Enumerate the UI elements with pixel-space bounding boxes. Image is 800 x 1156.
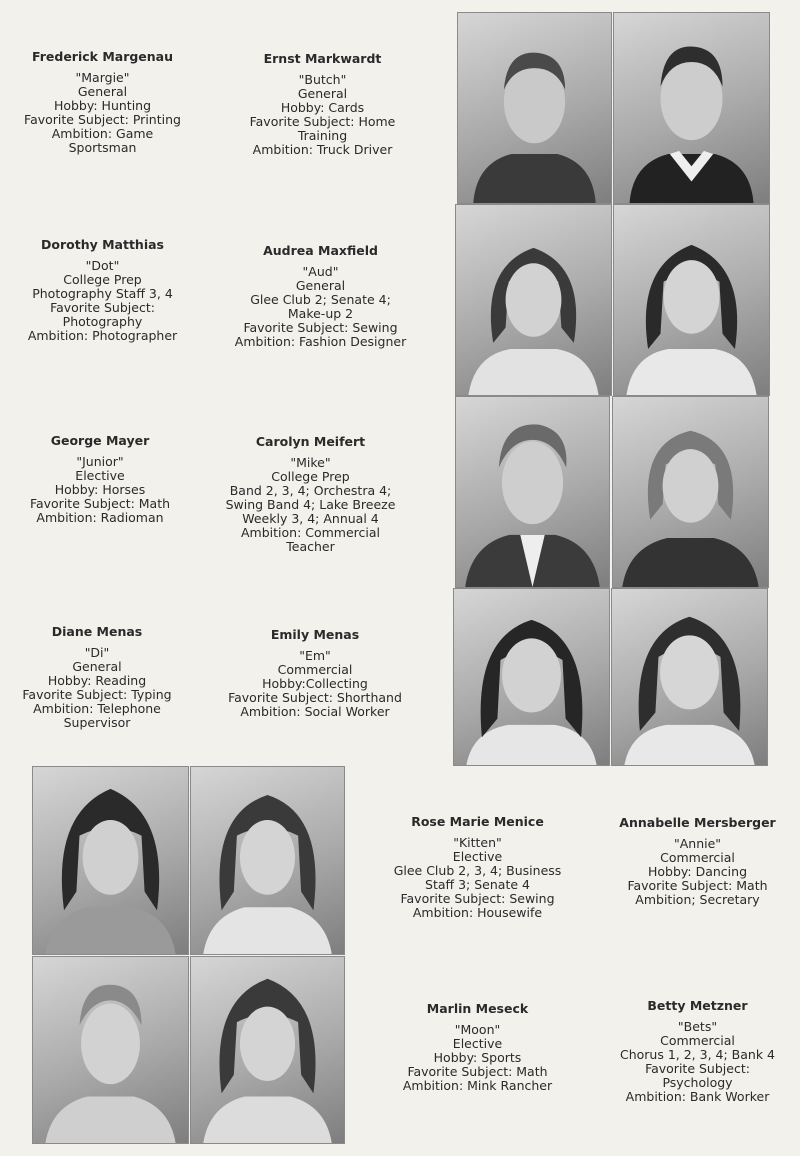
activities: Glee Club 2; Senate 4; xyxy=(250,292,391,307)
nickname: "Margie" xyxy=(75,70,130,85)
favorite-subject: Favorite Subject: Math xyxy=(29,496,171,511)
favorite-subject: Favorite Subject: Shorthand xyxy=(228,690,402,705)
student-name: Audrea Maxfield xyxy=(263,243,378,258)
hobby: Hobby:Collecting xyxy=(262,676,368,691)
activities: Band 2, 3, 4; Orchestra 4; xyxy=(229,483,392,498)
student-name: George Mayer xyxy=(50,433,150,448)
course: General xyxy=(297,86,348,101)
hobby: Hobby: Horses xyxy=(54,482,146,497)
activities: Chorus 1, 2, 3, 4; Bank 4 xyxy=(619,1047,775,1062)
course: General xyxy=(295,278,346,293)
student-entry xyxy=(385,1002,570,1093)
course: College Prep xyxy=(271,469,350,484)
activities-cont: Swing Band 4; Lake Breeze xyxy=(225,497,396,512)
ambition: Ambition: Mink Rancher xyxy=(402,1078,553,1093)
student-entry xyxy=(15,434,185,525)
student-name: Emily Menas xyxy=(270,627,360,642)
portrait-photo xyxy=(613,12,770,204)
nickname: "Junior" xyxy=(76,454,124,469)
course: General xyxy=(77,84,128,99)
course: Commercial xyxy=(660,1033,735,1048)
portrait-photo xyxy=(457,12,612,204)
portrait-photo xyxy=(190,766,345,955)
student-name: Marlin Meseck xyxy=(426,1001,529,1016)
favorite-subject: Favorite Subject: Sewing xyxy=(243,320,398,335)
favorite-subject: Favorite Subject: xyxy=(50,300,155,315)
student-entry xyxy=(385,815,570,920)
student-name: Diane Menas xyxy=(51,624,143,639)
ambition: Ambition; Secretary xyxy=(635,892,760,907)
favorite-subject: Favorite Subject: Typing xyxy=(22,687,172,702)
favorite-subject-cont: Training xyxy=(297,128,348,143)
nickname: "Di" xyxy=(84,645,110,660)
ambition: Ambition: Commercial xyxy=(240,525,381,540)
favorite-subject: Favorite Subject: Sewing xyxy=(400,891,555,906)
nickname: "Bets" xyxy=(677,1019,718,1034)
ambition-cont: Teacher xyxy=(286,539,335,554)
student-entry xyxy=(605,816,790,907)
portrait-photo xyxy=(611,588,768,766)
activities: Photography Staff 3, 4 xyxy=(32,286,173,301)
hobby: Hobby: Cards xyxy=(280,100,365,115)
ambition: Ambition: Bank Worker xyxy=(625,1089,770,1104)
nickname: "Dot" xyxy=(85,258,120,273)
favorite-subject: Favorite Subject: Home xyxy=(249,114,396,129)
course: Elective xyxy=(452,1036,503,1051)
ambition: Ambition: Housewife xyxy=(412,905,543,920)
student-entry xyxy=(15,50,190,155)
student-name: Annabelle Mersberger xyxy=(619,815,776,830)
portrait-photo xyxy=(32,766,189,955)
nickname: "Mike" xyxy=(290,455,331,470)
ambition: Ambition: Radioman xyxy=(36,510,164,525)
favorite-subject: Favorite Subject: Math xyxy=(627,878,768,893)
nickname: "Kitten" xyxy=(453,835,502,850)
student-name: Carolyn Meifert xyxy=(255,434,366,449)
student-entry xyxy=(600,999,795,1104)
ambition: Ambition: Social Worker xyxy=(240,704,390,719)
ambition: Ambition: Fashion Designer xyxy=(234,334,407,349)
nickname: "Butch" xyxy=(298,72,347,87)
course: Commercial xyxy=(660,850,735,865)
ambition: Ambition: Game xyxy=(51,126,154,141)
favorite-subject-cont: Photography xyxy=(62,314,143,329)
portrait-photo xyxy=(612,396,769,588)
nickname: "Annie" xyxy=(673,836,722,851)
portrait-photo xyxy=(455,396,610,588)
portrait-photo xyxy=(455,204,612,396)
student-name: Dorothy Matthias xyxy=(41,237,164,252)
student-name: Rose Marie Menice xyxy=(411,814,544,829)
nickname: "Aud" xyxy=(302,264,339,279)
hobby: Hobby: Reading xyxy=(47,673,147,688)
hobby: Hobby: Sports xyxy=(433,1050,522,1065)
portrait-photo xyxy=(32,956,189,1144)
student-name: Betty Metzner xyxy=(647,998,748,1013)
course: Commercial xyxy=(277,662,353,677)
portrait-photo xyxy=(453,588,610,766)
course: General xyxy=(72,659,122,674)
nickname: "Moon" xyxy=(454,1022,501,1037)
ambition-cont: Sportsman xyxy=(68,140,137,155)
hobby: Hobby: Hunting xyxy=(53,98,152,113)
ambition: Ambition: Truck Driver xyxy=(252,142,393,157)
portrait-photo xyxy=(190,956,345,1144)
favorite-subject-cont: Psychology xyxy=(662,1075,733,1090)
hobby: Hobby: Dancing xyxy=(648,864,747,879)
activities: Glee Club 2, 3, 4; Business xyxy=(393,863,562,878)
student-entry xyxy=(218,435,403,554)
course: College Prep xyxy=(63,272,142,287)
activities-cont: Staff 3; Senate 4 xyxy=(425,877,530,892)
student-entry xyxy=(225,628,405,719)
favorite-subject: Favorite Subject: Math xyxy=(407,1064,548,1079)
ambition: Ambition: Telephone xyxy=(33,701,161,716)
student-name: Ernst Markwardt xyxy=(263,51,382,66)
favorite-subject: Favorite Subject: Printing xyxy=(24,112,181,127)
portrait-photo xyxy=(613,204,770,396)
nickname: "Em" xyxy=(299,648,331,663)
activities-cont: Weekly 3, 4; Annual 4 xyxy=(242,511,379,526)
ambition: Ambition: Photographer xyxy=(27,328,178,343)
student-entry xyxy=(230,52,415,157)
course: Elective xyxy=(75,468,125,483)
student-entry xyxy=(228,244,413,349)
student-entry xyxy=(12,625,182,730)
ambition-cont: Supervisor xyxy=(63,715,131,730)
favorite-subject: Favorite Subject: xyxy=(645,1061,750,1076)
course: Elective xyxy=(452,849,503,864)
student-name: Frederick Margenau xyxy=(31,49,174,64)
activities-cont: Make-up 2 xyxy=(287,306,354,321)
student-entry xyxy=(15,238,190,343)
